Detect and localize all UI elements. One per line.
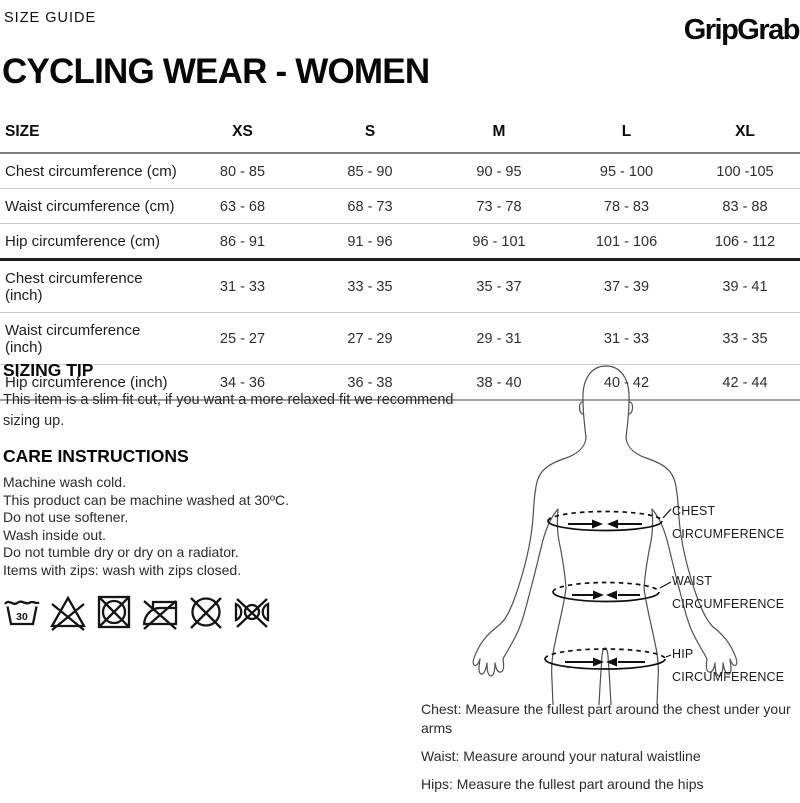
care-instructions-list — [3, 474, 289, 579]
hip-circumference-label: HIP CIRCUMFERENCE — [672, 647, 785, 684]
care-line: Items with zips: wash with zips closed. — [3, 561, 242, 578]
table-row-waist-inch: Waist circumference (inch) 25 - 27 27 - 29 29 - 31 31 - 33 33 - 35 — [0, 313, 800, 365]
sizing-tip-text: This item is a slim fit cut, if you want a more relaxed fit we recommend sizing up. — [3, 392, 454, 429]
chest-circumference-label: CHEST CIRCUMFERENCE — [672, 504, 785, 541]
column-header-m: M — [435, 117, 563, 153]
care-line: Do not use softener. — [3, 509, 129, 525]
do-not-iron-icon — [141, 592, 179, 632]
sizing-tip-heading: SIZING TIP — [3, 360, 94, 380]
column-header-l: L — [563, 117, 690, 153]
measuring-notes — [421, 700, 799, 803]
waist-circumference-label: WAIST CIRCUMFERENCE — [672, 574, 785, 611]
do-not-tumble-dry-icon — [95, 592, 133, 632]
measurement-diagram — [460, 360, 800, 705]
waist-note: Waist: Measure around your natural waistline — [421, 748, 701, 764]
column-header-size: SIZE — [0, 117, 180, 153]
care-line: Do not tumble dry or dry on a radiator. — [3, 544, 239, 560]
do-not-dry-clean-icon — [187, 592, 225, 632]
care-line: This product can be machine washed at 30ºC. — [3, 491, 290, 508]
table-row-waist-cm: Waist circumference (cm) 63 - 68 68 - 73 73 - 78 78 - 83 83 - 88 — [0, 189, 800, 224]
svg-text:30: 30 — [16, 611, 28, 623]
table-row-chest-cm: Chest circumference (cm) 80 - 85 85 - 90 90 - 95 95 - 100 100 -105 — [0, 153, 800, 189]
size-table-header-row — [0, 117, 800, 153]
size-table — [0, 117, 800, 401]
page-title: CYCLING WEAR - WOMEN — [2, 52, 430, 91]
care-symbol-row — [3, 592, 271, 632]
care-line: Wash inside out. — [3, 526, 106, 543]
care-line: Machine wash cold. — [3, 474, 126, 490]
column-header-s: S — [305, 117, 435, 153]
column-header-xl: XL — [690, 117, 800, 153]
do-not-bleach-icon — [49, 592, 87, 632]
page-label: SIZE GUIDE — [4, 10, 97, 26]
table-row-hip-cm: Hip circumference (cm) 86 - 91 91 - 96 96 - 101 101 - 106 106 - 112 — [0, 224, 800, 260]
care-instructions-heading: CARE INSTRUCTIONS — [3, 446, 189, 466]
hips-note: Hips: Measure the fullest part around the hips — [421, 776, 704, 792]
table-row-hip-inch: Hip circumference (inch) 34 - 36 36 - 38 38 - 40 40 - 42 42 - 44 — [0, 365, 800, 401]
do-not-wring-icon — [233, 592, 271, 632]
chest-note: Chest: Measure the fullest part around the chest under your arms — [421, 701, 791, 736]
column-header-xs: XS — [180, 117, 305, 153]
machine-wash-30-icon — [3, 592, 41, 632]
brand-logo: GripGrab — [683, 14, 799, 46]
table-row-chest-inch: Chest circumference (inch) 31 - 33 33 - 35 35 - 37 37 - 39 39 - 41 — [0, 260, 800, 313]
